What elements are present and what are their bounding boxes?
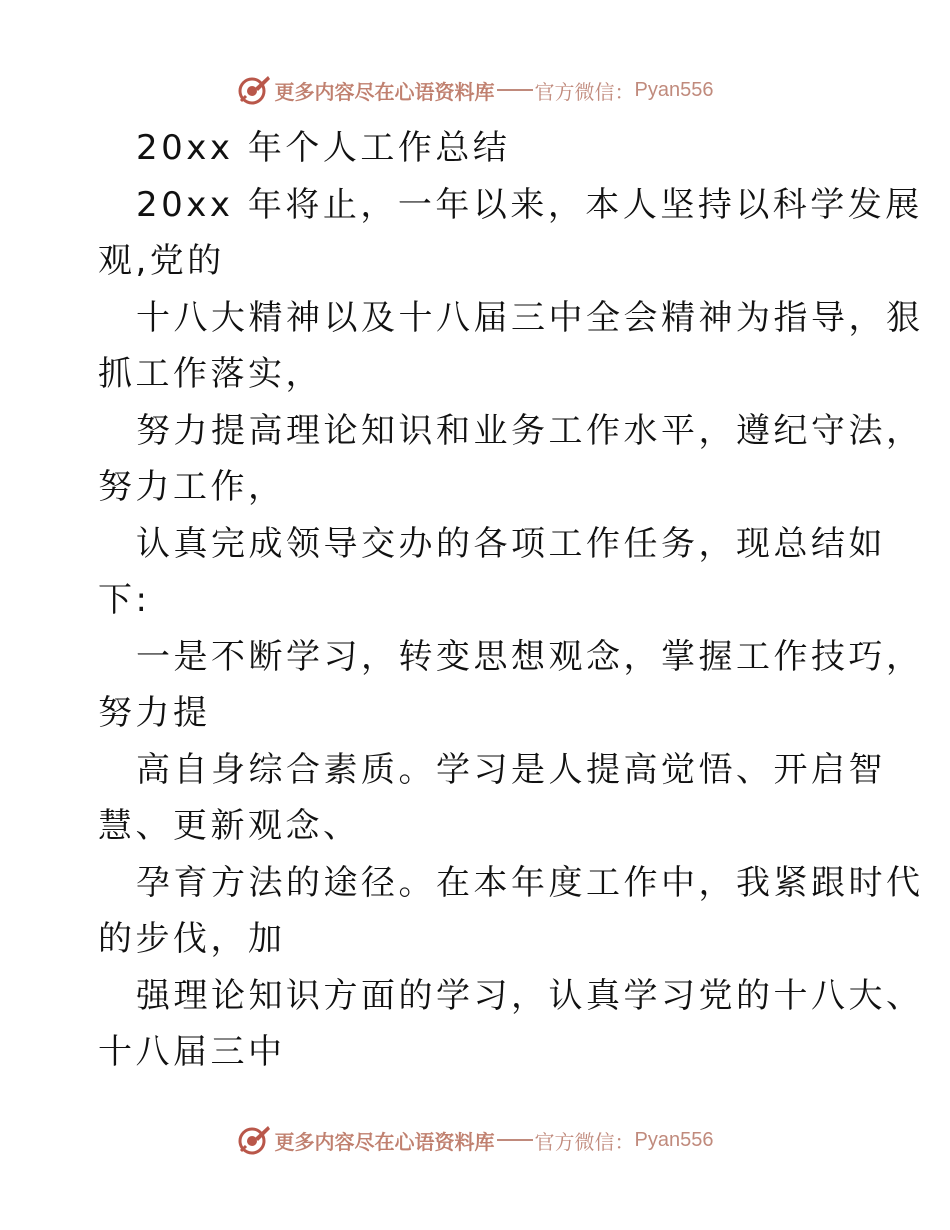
doc-line: 十八届三中 <box>98 1032 286 1072</box>
watermark-main-text: 更多内容尽在心语资料库 <box>274 79 495 104</box>
doc-line: 十八大精神以及十八届三中全会精神为指导，狠 <box>136 297 924 338</box>
doc-title: 20xx 年个人工作总结 <box>136 128 511 168</box>
watermark-dash <box>497 89 533 91</box>
doc-line: 20xx 年将止，一年以来，本人坚持以科学发展 <box>136 184 923 225</box>
doc-line: 一是不断学习，转变思想观念，掌握工作技巧， <box>136 636 924 677</box>
doc-line: 观,党的 <box>98 241 225 281</box>
doc-line: 努力工作， <box>98 467 286 507</box>
pen-nib-logo-icon <box>237 1123 271 1157</box>
header-watermark <box>0 70 950 110</box>
doc-line: 认真完成领导交办的各项工作任务，现总结如 <box>136 523 886 564</box>
watermark-dash <box>497 1139 533 1141</box>
watermark-main-text: 更多内容尽在心语资料库 <box>274 1129 495 1154</box>
watermark-wechat-id: Pyan556 <box>634 1128 714 1151</box>
footer-watermark <box>0 1120 950 1160</box>
pen-nib-logo-icon <box>237 73 271 107</box>
doc-line: 努力提 <box>98 693 211 733</box>
watermark-wechat-label: 官方微信： <box>534 1129 635 1154</box>
document-body <box>98 120 924 1081</box>
watermark-wechat-id: Pyan556 <box>634 78 714 101</box>
doc-line: 努力提高理论知识和业务工作水平，遵纪守法， <box>136 410 924 451</box>
watermark-wechat-label: 官方微信： <box>534 79 635 104</box>
doc-line: 抓工作落实， <box>98 354 323 394</box>
doc-line: 孕育方法的途径。在本年度工作中，我紧跟时代 <box>136 862 924 903</box>
doc-line: 的步伐，加 <box>98 919 286 959</box>
doc-line: 高自身综合素质。学习是人提高觉悟、开启智 <box>136 749 886 790</box>
doc-line: 慧、更新观念、 <box>98 806 361 846</box>
doc-line: 强理论知识方面的学习，认真学习党的十八大、 <box>136 975 924 1016</box>
doc-line: 下: <box>98 580 151 620</box>
